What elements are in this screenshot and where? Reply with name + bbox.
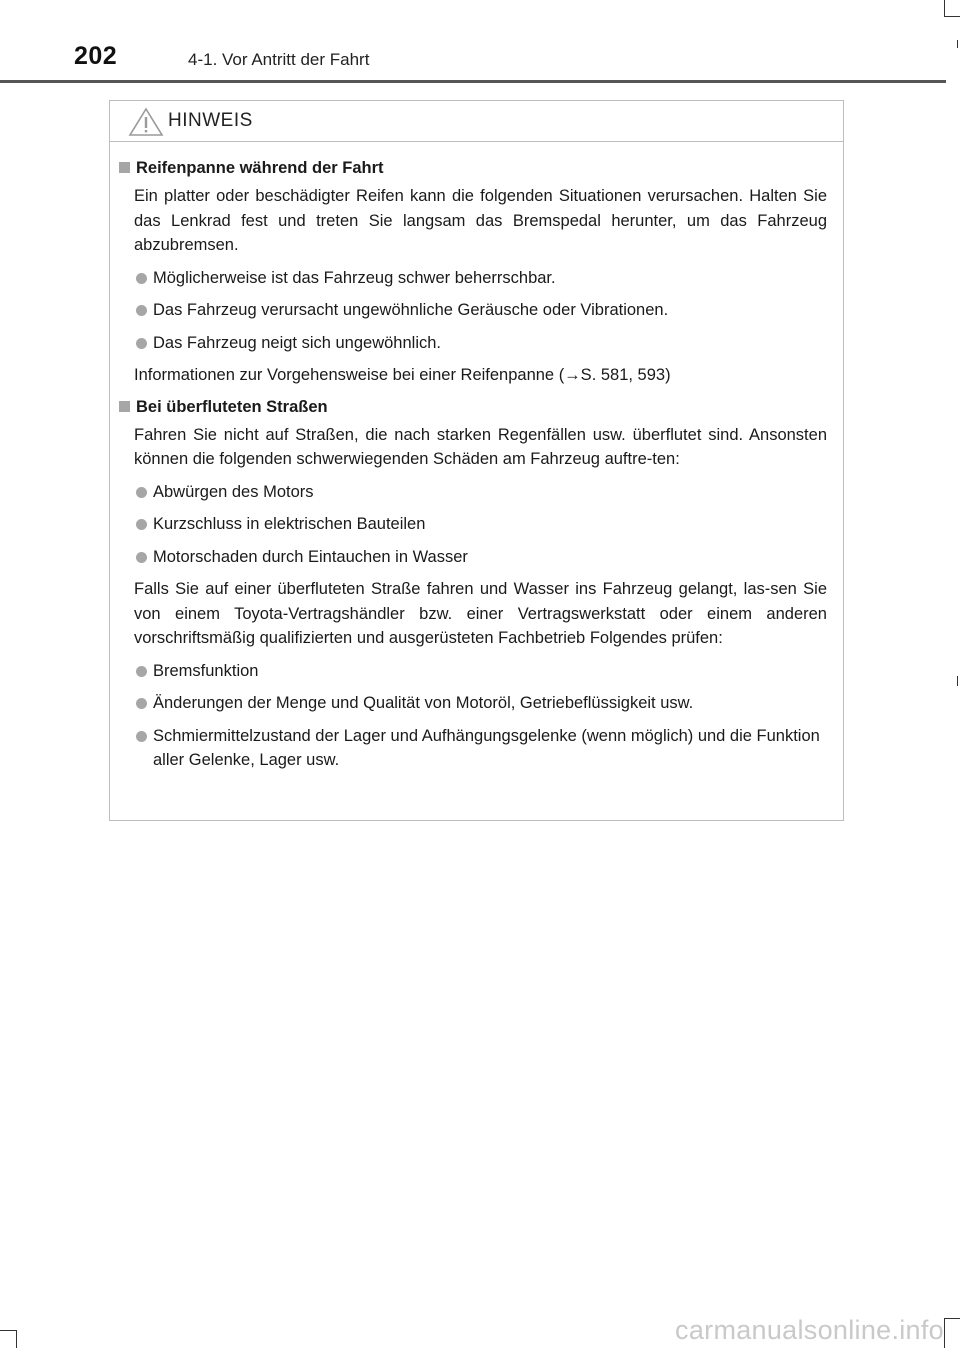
list-item [134, 545, 835, 570]
list-item-text: Änderungen der Menge und Qualität von Motoröl, Getriebeflüssigkeit usw. [153, 694, 694, 712]
circle-bullet-icon [136, 552, 147, 563]
list-item-text: Möglicherweise ist das Fahrzeug schwer beherrschbar. [153, 268, 556, 287]
crop-mark [16, 1330, 17, 1348]
list-item [134, 266, 835, 291]
list-item [134, 480, 835, 505]
circle-bullet-icon [136, 698, 147, 709]
list-item [134, 331, 835, 356]
circle-bullet-icon [136, 487, 147, 498]
square-bullet-icon [119, 401, 130, 412]
circle-bullet-icon [136, 666, 147, 677]
crop-mark [944, 16, 960, 17]
notice-title: HINWEIS [168, 110, 253, 131]
circle-bullet-icon [136, 338, 147, 349]
list-item-text: Das Fahrzeug verursacht ungewöhnliche Geräusche oder Vibrationen. [153, 301, 669, 319]
page-number: 202 [74, 42, 118, 70]
warning-triangle-icon [128, 107, 164, 137]
list-item [134, 724, 835, 773]
paragraph: Fahren Sie nicht auf Straßen, die nach starken Regenfällen usw. überflutet sind. Ansonsten können die folgenden schwerwiegenden Schäden am Fahrzeug auftre-ten: [134, 425, 827, 468]
watermark: carmanualsonline.info [675, 1315, 944, 1345]
paragraph: Informationen zur Vorgehensweise bei einer Reifenpanne (→S. 581, 593) [134, 366, 671, 384]
section-heading [114, 157, 843, 179]
crop-mark [0, 1330, 16, 1331]
list-item-text: Motorschaden durch Eintauchen in Wasser [153, 547, 468, 566]
list-item [134, 512, 835, 537]
section-title: 4-1. Vor Antritt der Fahrt [188, 50, 370, 69]
list-item-text: Kurzschluss in elektrischen Bauteilen [153, 515, 426, 533]
circle-bullet-icon [136, 519, 147, 530]
section-heading-text: Bei überfluteten Straßen [136, 397, 328, 416]
section-heading-text: Reifenpanne während der Fahrt [136, 159, 384, 177]
paragraph: Ein platter oder beschädigter Reifen kann die folgenden Situationen verursachen. Halten Sie das Lenkrad fest und treten Sie langsam das Bremspedal herunter, um das Fahrzeug abzubremsen. [134, 187, 827, 254]
page-header [0, 0, 960, 84]
notice-header [110, 101, 843, 142]
header-rule [0, 80, 946, 83]
circle-bullet-icon [136, 273, 147, 284]
circle-bullet-icon [136, 731, 147, 742]
crop-mark [944, 1318, 945, 1348]
notice-body [110, 157, 843, 773]
crop-mark [957, 40, 958, 48]
crop-mark [957, 676, 958, 686]
list-item [134, 691, 835, 716]
crop-mark [944, 1318, 960, 1319]
crop-mark [944, 0, 945, 16]
notice-box [109, 100, 844, 821]
circle-bullet-icon [136, 305, 147, 316]
list-item-text: Das Fahrzeug neigt sich ungewöhnlich. [153, 333, 442, 352]
list-item [134, 298, 835, 323]
list-item-text: Bremsfunktion [153, 661, 259, 680]
paragraph: Falls Sie auf einer überfluteten Straße fahren und Wasser ins Fahrzeug gelangt, las-sen Sie von einem Toyota-Vertragshändler bzw. einer Vertragswerkstatt oder einem anderen vorschriftsmäßig qualifizierten und ausgerüsteten Fachbetrieb Folgendes prüfen: [134, 580, 827, 647]
square-bullet-icon [119, 162, 130, 173]
section-heading [114, 396, 843, 418]
list-item [134, 659, 835, 684]
list-item-text: Schmiermittelzustand der Lager und Aufhängungsgelenke (wenn möglich) und die Funktion aller Gelenke, Lager usw. [153, 726, 820, 769]
list-item-text: Abwürgen des Motors [153, 482, 314, 501]
